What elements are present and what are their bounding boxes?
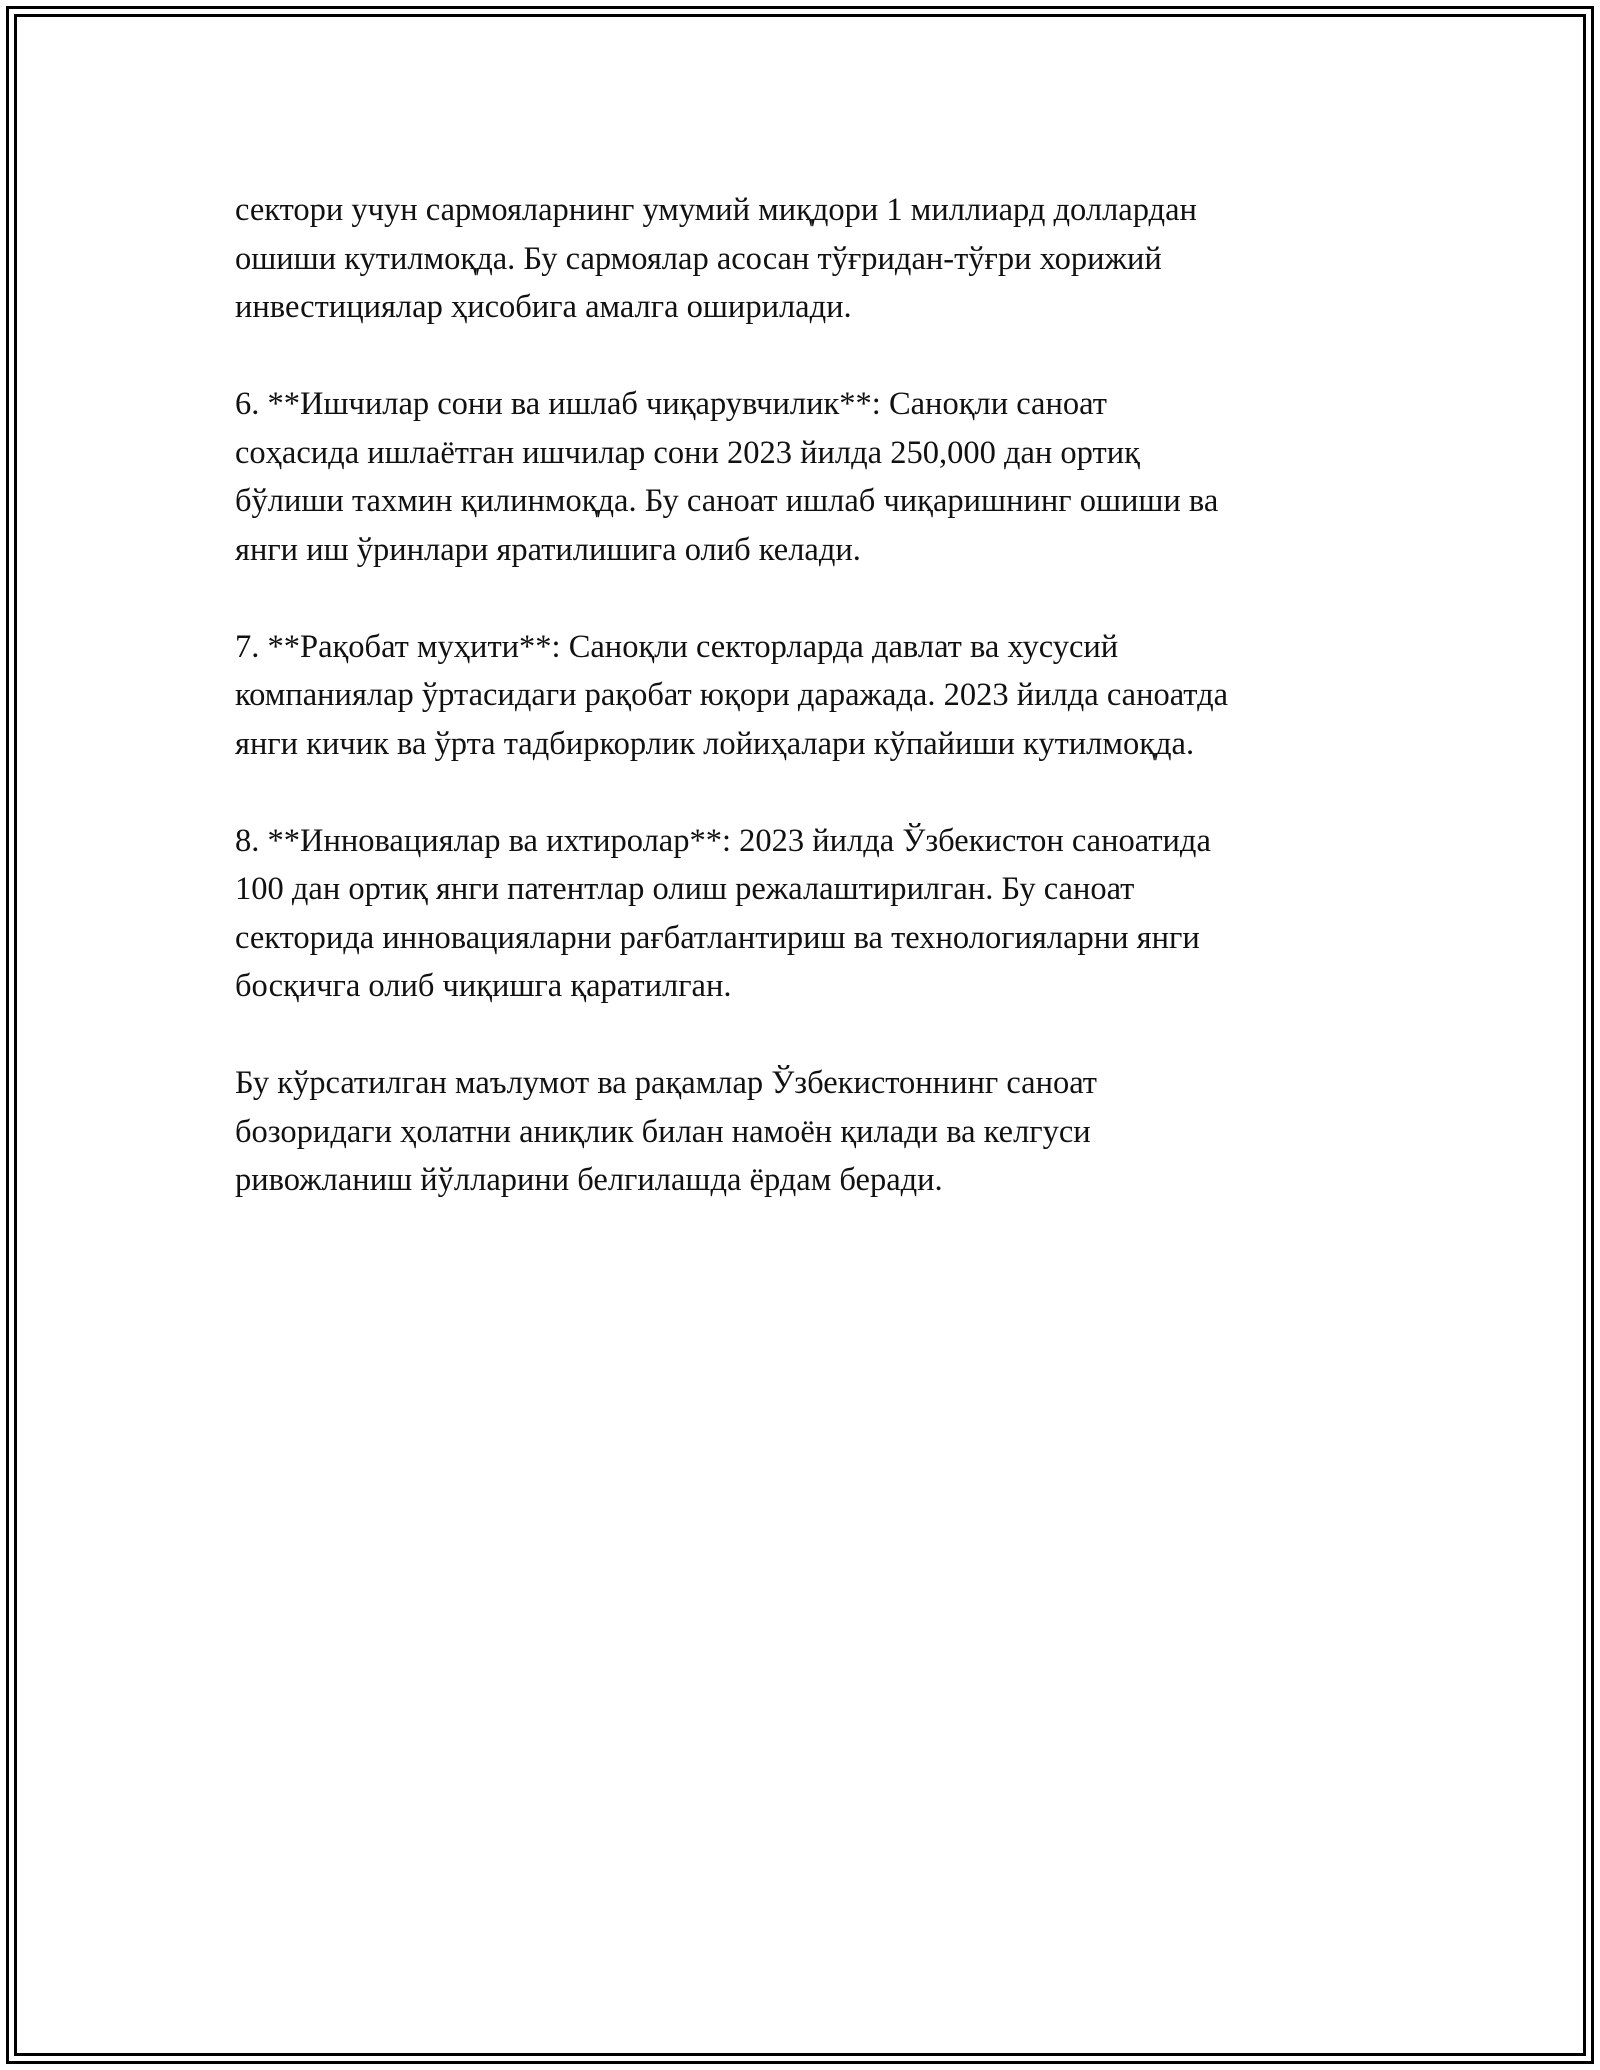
paragraph-innovations (235, 817, 1375, 1011)
text-line: секторида инновацияларни рағбатлантириш ва технологияларни янги (235, 919, 1200, 956)
text-line: бўлиши тахмин қилинмоқда. Бу саноат ишлаб чиқаришнинг ошиши ва (235, 483, 1219, 519)
text-line: сектори учун сармояларнинг умумий миқдори 1 миллиард доллардан (235, 192, 1197, 228)
text-line: 100 дан ортиқ янги патентлар олиш режалаштирилган. Бу саноат (235, 871, 1135, 907)
text-line: ривожланиш йўлларини белгилашда ёрдам беради. (235, 1162, 943, 1198)
text-line: янги иш ўринлари яратилишига олиб келади. (235, 531, 861, 568)
text-line: инвестициялар ҳисобига амалга оширилади. (235, 289, 852, 325)
document-body (235, 186, 1375, 1253)
text-line: 8. **Инновациялар ва ихтиролар**: 2023 йилда Ўзбекистон саноатида (235, 822, 1211, 859)
text-line: Бу кўрсатилган маълумот ва рақамлар Ўзбекистоннинг саноат (235, 1065, 1097, 1101)
paragraph-investment-continuation (235, 186, 1375, 332)
text-line: 6. **Ишчилар сони ва ишлаб чиқарувчилик**: Саноқли саноат (235, 386, 1107, 422)
paragraph-workers-productivity (235, 380, 1375, 574)
text-line: бозоридаги ҳолатни аниқлик билан намоён қилади ва келгуси (235, 1113, 1091, 1150)
text-line: 7. **Рақобат муҳити**: Саноқли секторларда давлат ва хусусий (235, 628, 1119, 665)
paragraph-conclusion (235, 1059, 1375, 1205)
text-line: соҳасида ишлаётган ишчилар сони 2023 йилда 250,000 дан ортиқ (235, 434, 1140, 471)
text-line: ошиши кутилмоқда. Бу сармоялар асосан тўғридан-тўғри хорижий (235, 240, 1162, 277)
text-line: босқичга олиб чиқишга қаратилган. (235, 968, 732, 1004)
text-line: компаниялар ўртасидаги рақобат юқори даражада. 2023 йилда саноатда (235, 677, 1229, 713)
text-line: янги кичик ва ўрта тадбиркорлик лойиҳалари кўпайиши кутилмоқда. (235, 725, 1195, 762)
paragraph-competition (235, 623, 1375, 769)
